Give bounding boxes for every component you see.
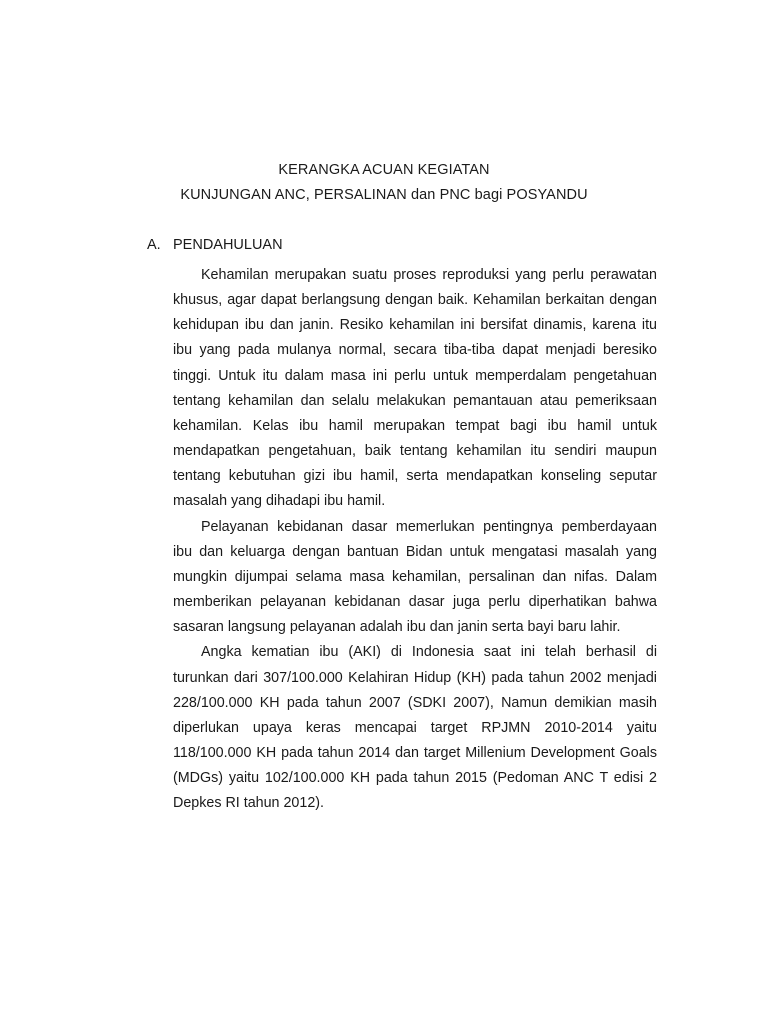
section-letter: A. <box>147 237 161 253</box>
paragraph-3: Angka kematian ibu (AKI) di Indonesia saat ini telah berhasil di turunkan dari 307/100.000 Kelahiran Hidup (KH) pada tahun 2002 menjadi 228/100.000 KH pada tahun 2007 (SDKI 2007), Namun demikian masih diperlukan upaya keras mencapai target RPJMN 2010-2014 yaitu 118/100.000 KH pada tahun 2014 dan target Millenium Development Goals (MDGs) yaitu 102/100.000 KH pada tahun 2015 (Pedoman ANC T edisi 2 Depkes RI tahun 2012). <box>173 644 657 812</box>
section-body <box>173 263 657 816</box>
paragraph-2: Pelayanan kebidanan dasar memerlukan pentingnya pemberdayaan ibu dan keluarga dengan bantuan Bidan untuk mengatasi masalah yang mungkin dijumpai selama masa kehamilan, persalinan dan nifas. Dalam memberikan pelayanan kebidanan dasar juga perlu diperhatikan bahwa sasaran langsung pelayanan adalah ibu dan janin serta bayi baru lahir. <box>173 518 657 636</box>
section-heading <box>147 237 283 253</box>
document-title: KERANGKA ACUAN KEGIATAN <box>278 162 490 178</box>
section-title: PENDAHULUAN <box>173 237 283 253</box>
document-subtitle: KUNJUNGAN ANC, PERSALINAN dan PNC bagi POSYANDU <box>180 187 588 203</box>
paragraph-1: Kehamilan merupakan suatu proses reproduksi yang perlu perawatan khusus, agar dapat berlangsung dengan baik. Kehamilan berkaitan dengan kehidupan ibu dan janin. Resiko kehamilan ini bersifat dinamis, karena itu ibu yang pada mulanya normal, secara tiba-tiba dapat menjadi beresiko tinggi. Untuk itu dalam masa ini perlu untuk memperdalam pengetahuan tentang kehamilan dan selalu melakukan pemantauan atau pemeriksaan kehamilan. Kelas ibu hamil merupakan tempat bagi ibu hamil untuk mendapatkan pengetahuan, baik tentang kehamilan itu sendiri maupun tentang kebutuhan gizi ibu hamil, serta mendapatkan konseling seputar masalah yang dihadapi ibu hamil. <box>173 267 657 510</box>
